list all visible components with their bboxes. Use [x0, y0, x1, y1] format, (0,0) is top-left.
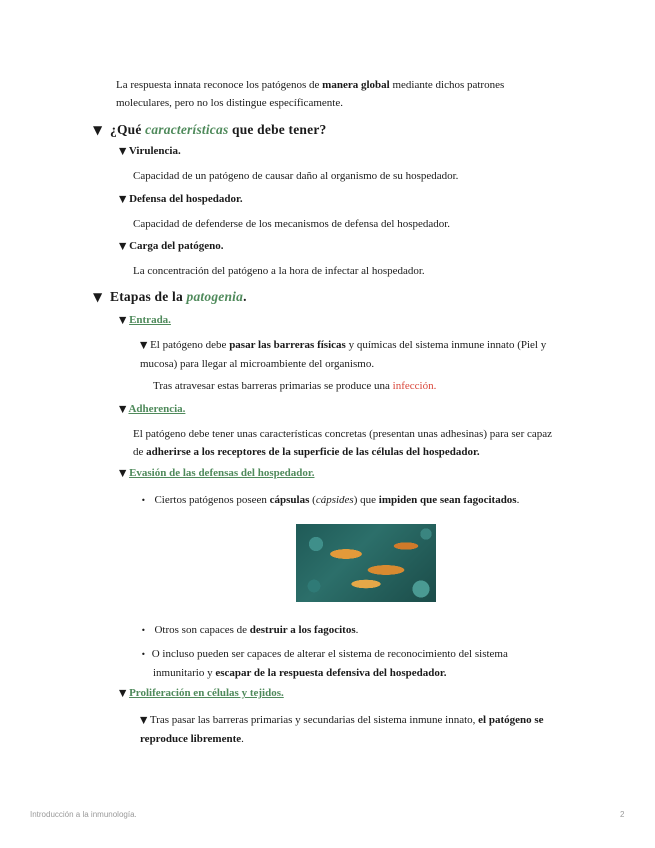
- intro-line-2: moleculares, pero no los distingue específicamente.: [116, 97, 343, 109]
- bullet-icon: •: [141, 650, 146, 659]
- toggle-triangle-icon[interactable]: ▼: [119, 241, 127, 252]
- toggle-entrada[interactable]: [119, 314, 171, 326]
- proliferacion-line-2: reproduce libremente.: [140, 733, 244, 745]
- adherencia-line-2: de adherirse a los receptores de la superficie de las células del hospedador.: [133, 446, 480, 458]
- section-title: Etapas de la patogenia.: [110, 289, 247, 304]
- virulencia-text: Capacidad de un patógeno de causar daño al organismo de su hospedador.: [133, 170, 459, 182]
- adherencia-link[interactable]: Adherencia.: [128, 403, 186, 415]
- toggle-triangle-icon[interactable]: ▼: [140, 340, 148, 351]
- carga-text: La concentración del patógeno a la hora de infectar al hospedador.: [133, 265, 425, 277]
- intro-paragraph: [116, 76, 586, 112]
- evasion-bullet-1: • Ciertos patógenos poseen cápsulas (cápsides) que impiden que sean fagocitados.: [141, 494, 520, 506]
- toggle-triangle-icon[interactable]: ▼: [119, 688, 127, 699]
- toggle-triangle-icon[interactable]: ▼: [119, 468, 127, 479]
- toggle-triangle-icon[interactable]: ▼: [140, 715, 148, 726]
- evasion-link[interactable]: Evasión de las defensas del hospedador.: [129, 467, 315, 479]
- toggle-virulencia[interactable]: ▼ Virulencia.: [119, 145, 181, 157]
- adherencia-body: [133, 425, 593, 461]
- entrada-link[interactable]: Entrada.: [129, 314, 171, 326]
- page-number: 2: [620, 810, 625, 819]
- section-title: ¿Qué características que debe tener?: [110, 122, 327, 137]
- entrada-line-2: mucosa) para llegar al microambiente del organismo.: [140, 358, 375, 370]
- section-etapas-heading[interactable]: [93, 289, 247, 305]
- toggle-triangle-icon[interactable]: ▼: [93, 290, 103, 304]
- evasion-bullet-3: • O incluso pueden ser capaces de alterar el sistema de reconocimiento del sistema inmunitario y escapar de la respuesta defensiva del hospedador.: [141, 648, 508, 679]
- toggle-triangle-icon[interactable]: ▼: [119, 146, 127, 157]
- toggle-evasion[interactable]: [119, 467, 314, 479]
- toggle-triangle-icon[interactable]: ▼: [119, 315, 127, 326]
- intro-line-1: La respuesta innata reconoce los patógenos de manera global mediante dichos patrones: [116, 79, 505, 91]
- toggle-triangle-icon[interactable]: ▼: [119, 404, 127, 415]
- toggle-triangle-icon[interactable]: ▼: [119, 194, 127, 205]
- toggle-defensa-hospedador[interactable]: ▼ Defensa del hospedador.: [119, 193, 243, 205]
- toggle-triangle-icon[interactable]: ▼: [93, 123, 103, 137]
- defensa-text: Capacidad de defenderse de los mecanismos de defensa del hospedador.: [133, 218, 451, 230]
- proliferacion-line-1: ▼ Tras pasar las barreras primarias y secundarias del sistema inmune innato, el patógeno se: [140, 714, 544, 726]
- entrada-note: Tras atravesar estas barreras primarias se produce una infección.: [153, 380, 437, 392]
- adherencia-line-1: El patógeno debe tener unas características concretas (presentan unas adhesinas) para ser capaz: [133, 428, 553, 440]
- entrada-body: [140, 336, 580, 373]
- footer-title: Introducción a la inmunología.: [30, 810, 137, 819]
- bullet-icon: •: [141, 496, 146, 505]
- toggle-adherencia[interactable]: [119, 403, 185, 415]
- bacteria-image: [296, 524, 436, 602]
- entrada-line-1: ▼ El patógeno debe pasar las barreras físicas y químicas del sistema inmune innato (Piel y: [140, 339, 547, 351]
- proliferacion-body: [140, 711, 590, 748]
- section-caracteristicas-heading[interactable]: [93, 122, 326, 138]
- evasion-bullet-2: • Otros son capaces de destruir a los fagocitos.: [141, 624, 359, 636]
- toggle-proliferacion[interactable]: [119, 687, 284, 699]
- toggle-carga-patogeno[interactable]: ▼ Carga del patógeno.: [119, 240, 224, 252]
- bullet-icon: •: [141, 626, 146, 635]
- proliferacion-link[interactable]: Proliferación en células y tejidos.: [129, 687, 284, 699]
